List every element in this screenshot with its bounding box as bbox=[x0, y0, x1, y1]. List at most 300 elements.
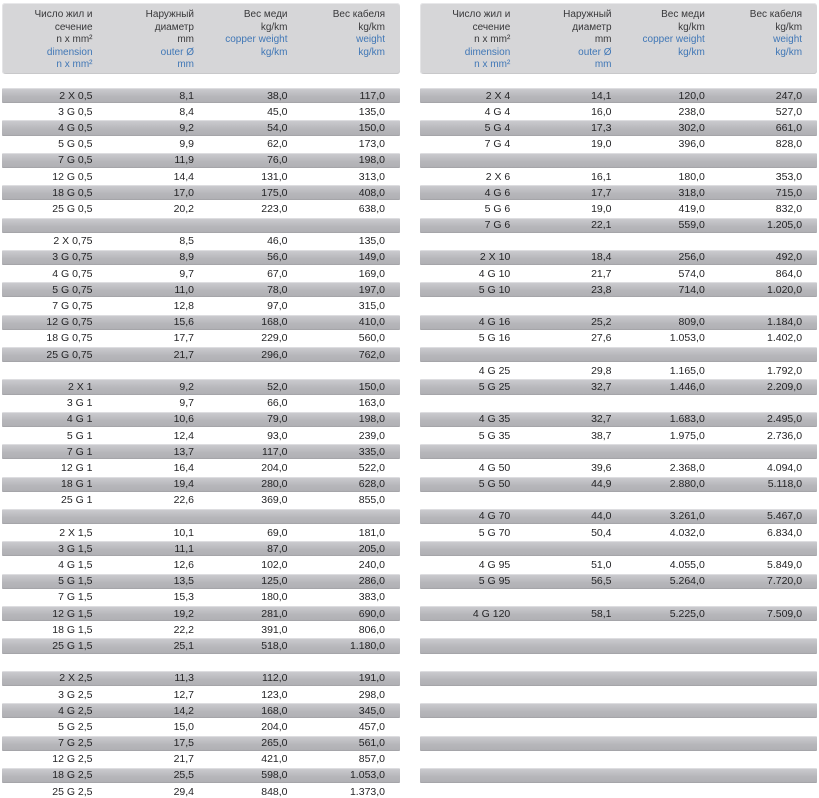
dimension-cell: 2 X 0,5 bbox=[59, 89, 93, 102]
outer-diameter-cell: 25,2 bbox=[591, 316, 612, 329]
outer-diameter-cell: 21,7 bbox=[591, 267, 612, 280]
cable-weight-cell: 1.020,0 bbox=[767, 283, 803, 296]
outer-diameter-cell: 17,5 bbox=[173, 737, 194, 750]
dimension-cell: 5 G 16 bbox=[478, 332, 511, 345]
table-row bbox=[420, 606, 817, 621]
copper-weight-cell: 2.368,0 bbox=[669, 461, 705, 474]
dimension-cell: 3 G 2,5 bbox=[58, 688, 93, 701]
cable-weight-cell: 527,0 bbox=[775, 105, 803, 118]
cable-weight-cell: 855,0 bbox=[358, 494, 386, 507]
table-row bbox=[420, 379, 817, 394]
outer-diameter-cell: 19,4 bbox=[173, 478, 194, 491]
header-line-ru: mm bbox=[594, 34, 612, 46]
copper-weight-cell: 180,0 bbox=[261, 591, 288, 604]
separator-row bbox=[420, 753, 817, 766]
dimension-cell: 12 G 0,5 bbox=[52, 170, 93, 183]
copper-weight-cell: 56,0 bbox=[267, 251, 288, 264]
header-line-ru: сечение bbox=[54, 21, 93, 33]
dimension-cell: 2 X 1 bbox=[67, 380, 93, 393]
outer-diameter-cell: 19,0 bbox=[591, 202, 612, 215]
table-row bbox=[420, 185, 817, 200]
cable-weight-cell: 135,0 bbox=[358, 105, 386, 118]
cable-weight-cell: 2.209,0 bbox=[767, 380, 803, 393]
dimension-cell: 3 G 0,5 bbox=[58, 105, 93, 118]
header-col-outer-diameter bbox=[96, 9, 197, 72]
copper-weight-cell: 112,0 bbox=[262, 672, 288, 685]
dimension-cell: 4 G 50 bbox=[478, 461, 511, 474]
header-line-ru: n x mm² bbox=[56, 34, 93, 46]
outer-diameter-cell: 8,4 bbox=[179, 105, 194, 118]
cable-weight-cell: 6.834,0 bbox=[767, 526, 803, 539]
outer-diameter-cell: 14,4 bbox=[173, 170, 194, 183]
copper-weight-cell: 1.975,0 bbox=[669, 429, 705, 442]
header-line-ru: диаметр bbox=[572, 21, 612, 33]
copper-weight-cell: 123,0 bbox=[261, 688, 288, 701]
header-line-en: copper weight bbox=[642, 34, 705, 46]
copper-weight-cell: 67,0 bbox=[267, 267, 288, 280]
copper-weight-cell: 848,0 bbox=[261, 785, 288, 798]
separator-row bbox=[2, 656, 400, 669]
header-col-outer-diameter bbox=[513, 9, 614, 72]
table-row bbox=[420, 526, 817, 539]
outer-diameter-cell: 9,2 bbox=[179, 121, 194, 134]
table-row bbox=[420, 461, 817, 474]
cable-weight-cell: 2.736,0 bbox=[767, 429, 803, 442]
cable-weight-cell: 628,0 bbox=[358, 478, 386, 491]
dimension-cell: 25 G 1,5 bbox=[52, 639, 93, 652]
cable-weight-cell: 135,0 bbox=[358, 235, 386, 248]
cable-weight-cell: 1.402,0 bbox=[767, 332, 803, 345]
header-line-ru: Вес меди bbox=[243, 9, 288, 20]
separator-row bbox=[420, 541, 817, 556]
outer-diameter-cell: 9,9 bbox=[179, 138, 194, 151]
table-row bbox=[420, 218, 817, 233]
copper-weight-cell: 574,0 bbox=[678, 267, 705, 280]
copper-weight-cell: 2.880,0 bbox=[669, 478, 705, 491]
copper-weight-cell: 369,0 bbox=[261, 494, 288, 507]
copper-weight-cell: 559,0 bbox=[678, 219, 705, 232]
copper-weight-cell: 97,0 bbox=[267, 300, 288, 313]
table-row bbox=[2, 591, 400, 604]
outer-diameter-cell: 9,7 bbox=[179, 267, 194, 280]
table-row bbox=[420, 120, 817, 135]
outer-diameter-cell: 15,6 bbox=[173, 316, 194, 329]
header-line-ru: Число жил и bbox=[452, 9, 511, 20]
separator-row bbox=[2, 364, 400, 377]
cable-weight-cell: 240,0 bbox=[358, 559, 386, 572]
outer-diameter-cell: 9,7 bbox=[179, 397, 194, 410]
outer-diameter-cell: 16,0 bbox=[591, 105, 612, 118]
header-line-en: copper weight bbox=[225, 34, 288, 46]
header-line-ru: kg/km bbox=[260, 21, 288, 33]
header-col-dimension bbox=[420, 9, 513, 72]
cable-weight-cell: 762,0 bbox=[358, 348, 386, 361]
header-line-en: n x mm² bbox=[56, 59, 93, 71]
cable-weight-cell: 239,0 bbox=[358, 429, 386, 442]
table-row bbox=[420, 509, 817, 524]
table-row bbox=[420, 282, 817, 297]
copper-weight-cell: 45,0 bbox=[267, 105, 288, 118]
cable-weight-cell: 313,0 bbox=[358, 170, 386, 183]
separator-row bbox=[420, 688, 817, 701]
dimension-cell: 4 G 35 bbox=[478, 413, 511, 426]
dimension-cell: 3 G 1,5 bbox=[58, 542, 93, 555]
header-col-copper-weight bbox=[197, 9, 291, 59]
header-col-dimension bbox=[2, 9, 96, 72]
cable-weight-cell: 864,0 bbox=[775, 267, 803, 280]
copper-weight-cell: 318,0 bbox=[678, 186, 705, 199]
table-row bbox=[2, 379, 400, 394]
copper-weight-cell: 131,0 bbox=[261, 170, 288, 183]
table-row bbox=[420, 88, 817, 103]
table-row bbox=[2, 412, 400, 427]
table-row bbox=[420, 267, 817, 280]
header-line-ru: Наружный bbox=[145, 9, 194, 20]
header-col-copper-weight bbox=[615, 9, 708, 59]
table-row bbox=[420, 477, 817, 492]
copper-weight-cell: 62,0 bbox=[267, 138, 288, 151]
dimension-cell: 5 G 35 bbox=[478, 429, 511, 442]
outer-diameter-cell: 12,8 bbox=[173, 300, 194, 313]
table-row bbox=[2, 170, 400, 183]
header-line-ru: Вес меди bbox=[661, 9, 705, 20]
outer-diameter-cell: 16,1 bbox=[591, 170, 612, 183]
copper-weight-cell: 1.683,0 bbox=[669, 413, 705, 426]
outer-diameter-cell: 11,0 bbox=[174, 283, 194, 296]
dimension-cell: 25 G 0,5 bbox=[52, 202, 93, 215]
cable-weight-cell: 117,0 bbox=[359, 89, 386, 102]
cable-weight-cell: 198,0 bbox=[358, 413, 386, 426]
cable-weight-cell: 247,0 bbox=[775, 89, 803, 102]
table-row bbox=[2, 235, 400, 248]
dimension-cell: 7 G 0,5 bbox=[58, 154, 93, 167]
outer-diameter-cell: 13,5 bbox=[173, 575, 194, 588]
table-row bbox=[2, 105, 400, 118]
outer-diameter-cell: 8,5 bbox=[179, 235, 194, 248]
cable-weight-cell: 163,0 bbox=[358, 397, 386, 410]
header-col-cable-weight bbox=[708, 9, 805, 59]
separator-row bbox=[420, 494, 817, 507]
copper-weight-cell: 1.446,0 bbox=[669, 380, 705, 393]
header-line-ru: Число жил и bbox=[34, 9, 93, 20]
cable-weight-cell: 1.180,0 bbox=[349, 639, 386, 652]
dimension-cell: 5 G 50 bbox=[478, 478, 511, 491]
copper-weight-cell: 38,0 bbox=[267, 89, 288, 102]
outer-diameter-cell: 16,4 bbox=[173, 461, 194, 474]
separator-row bbox=[420, 656, 817, 669]
dimension-cell: 12 G 1,5 bbox=[52, 607, 93, 620]
dimension-cell: 4 G 0,5 bbox=[58, 121, 93, 134]
cable-weight-cell: 7.509,0 bbox=[767, 607, 803, 620]
cable-weight-cell: 149,0 bbox=[358, 251, 386, 264]
copper-weight-cell: 265,0 bbox=[261, 737, 288, 750]
table-row bbox=[2, 671, 400, 686]
outer-diameter-cell: 10,6 bbox=[173, 413, 194, 426]
table-row bbox=[2, 444, 400, 459]
cable-weight-cell: 457,0 bbox=[358, 720, 386, 733]
header-line-en: dimension bbox=[46, 46, 93, 58]
dimension-cell: 4 G 4 bbox=[484, 105, 511, 118]
header-line-en: kg/km bbox=[775, 46, 803, 58]
copper-weight-cell: 302,0 bbox=[678, 121, 705, 134]
dimension-cell: 18 G 0,5 bbox=[52, 186, 93, 199]
outer-diameter-cell: 25,5 bbox=[173, 769, 194, 782]
dimension-cell: 5 G 2,5 bbox=[58, 720, 93, 733]
copper-weight-cell: 125,0 bbox=[261, 575, 288, 588]
copper-weight-cell: 396,0 bbox=[678, 138, 705, 151]
cable-weight-cell: 169,0 bbox=[358, 267, 386, 280]
separator-row bbox=[420, 785, 817, 798]
header-line-ru: Вес кабеля bbox=[332, 9, 386, 20]
copper-weight-cell: 175,0 bbox=[261, 186, 288, 199]
cable-weight-cell: 522,0 bbox=[358, 461, 386, 474]
table-row bbox=[420, 315, 817, 330]
cable-weight-cell: 345,0 bbox=[358, 704, 386, 717]
table-row bbox=[420, 138, 817, 151]
cable-weight-cell: 828,0 bbox=[775, 138, 803, 151]
dimension-cell: 4 G 95 bbox=[478, 559, 511, 572]
copper-weight-cell: 204,0 bbox=[261, 720, 288, 733]
cable-weight-cell: 7.720,0 bbox=[767, 575, 803, 588]
cable-weight-cell: 335,0 bbox=[358, 445, 386, 458]
cable-weight-cell: 150,0 bbox=[358, 380, 386, 393]
outer-diameter-cell: 9,2 bbox=[179, 380, 194, 393]
table-row bbox=[2, 606, 400, 621]
table-body-right bbox=[420, 88, 817, 798]
table-row bbox=[2, 688, 400, 701]
dimension-cell: 2 X 10 bbox=[479, 251, 511, 264]
table-row bbox=[2, 736, 400, 751]
outer-diameter-cell: 11,9 bbox=[174, 154, 194, 167]
outer-diameter-cell: 58,1 bbox=[591, 607, 612, 620]
copper-weight-cell: 809,0 bbox=[678, 316, 705, 329]
cable-weight-cell: 198,0 bbox=[358, 154, 386, 167]
dimension-cell: 7 G 1 bbox=[66, 445, 93, 458]
cable-weight-cell: 173,0 bbox=[358, 138, 386, 151]
outer-diameter-cell: 21,7 bbox=[173, 753, 194, 766]
copper-weight-cell: 168,0 bbox=[261, 316, 288, 329]
outer-diameter-cell: 17,7 bbox=[173, 332, 194, 345]
outer-diameter-cell: 17,3 bbox=[591, 121, 612, 134]
header-col-cable-weight bbox=[291, 9, 389, 59]
dimension-cell: 25 G 0,75 bbox=[46, 348, 93, 361]
copper-weight-cell: 391,0 bbox=[261, 623, 288, 636]
header-line-en: weight bbox=[356, 34, 386, 46]
header-line-ru: kg/km bbox=[358, 21, 386, 33]
copper-weight-cell: 5.264,0 bbox=[669, 575, 705, 588]
separator-row bbox=[420, 703, 817, 718]
dimension-cell: 5 G 1,5 bbox=[58, 575, 93, 588]
copper-weight-cell: 256,0 bbox=[678, 251, 705, 264]
header-line-ru: Вес кабеля bbox=[749, 9, 803, 20]
dimension-cell: 4 G 2,5 bbox=[58, 704, 93, 717]
outer-diameter-cell: 44,9 bbox=[591, 478, 612, 491]
header-line-en: kg/km bbox=[260, 46, 288, 58]
table-row bbox=[2, 267, 400, 280]
dimension-cell: 7 G 4 bbox=[484, 138, 511, 151]
outer-diameter-cell: 10,1 bbox=[173, 526, 194, 539]
table-row bbox=[420, 558, 817, 571]
header-line-ru: Наружный bbox=[563, 9, 612, 20]
cable-weight-cell: 5.118,0 bbox=[767, 478, 803, 491]
outer-diameter-cell: 32,7 bbox=[591, 413, 612, 426]
dimension-cell: 2 X 1,5 bbox=[59, 526, 93, 539]
dimension-cell: 25 G 2,5 bbox=[52, 785, 93, 798]
separator-row bbox=[420, 235, 817, 248]
outer-diameter-cell: 17,0 bbox=[173, 186, 194, 199]
cable-weight-cell: 561,0 bbox=[358, 737, 386, 750]
copper-weight-cell: 79,0 bbox=[267, 413, 288, 426]
table-row bbox=[2, 461, 400, 474]
cable-weight-cell: 661,0 bbox=[775, 121, 803, 134]
dimension-cell: 18 G 2,5 bbox=[52, 769, 93, 782]
copper-weight-cell: 102,0 bbox=[261, 559, 288, 572]
table-row bbox=[2, 541, 400, 556]
table-row bbox=[2, 638, 400, 653]
header-line-ru: диаметр bbox=[154, 21, 194, 33]
outer-diameter-cell: 27,6 bbox=[591, 332, 612, 345]
cable-weight-cell: 560,0 bbox=[358, 332, 386, 345]
outer-diameter-cell: 17,7 bbox=[591, 186, 612, 199]
separator-row bbox=[420, 638, 817, 653]
separator-row bbox=[420, 153, 817, 168]
cable-weight-cell: 5.849,0 bbox=[767, 559, 803, 572]
copper-weight-cell: 93,0 bbox=[267, 429, 288, 442]
table-row bbox=[2, 768, 400, 783]
copper-weight-cell: 5.225,0 bbox=[669, 607, 705, 620]
outer-diameter-cell: 20,2 bbox=[173, 202, 194, 215]
copper-weight-cell: 54,0 bbox=[267, 121, 288, 134]
table-row bbox=[2, 429, 400, 442]
cable-weight-cell: 690,0 bbox=[358, 607, 386, 620]
dimension-cell: 7 G 6 bbox=[484, 219, 511, 232]
copper-weight-cell: 419,0 bbox=[678, 202, 705, 215]
table-header-right bbox=[420, 3, 817, 74]
copper-weight-cell: 69,0 bbox=[267, 526, 288, 539]
cable-weight-cell: 191,0 bbox=[358, 672, 386, 685]
cable-weight-cell: 1.184,0 bbox=[767, 316, 803, 329]
table-row bbox=[2, 250, 400, 265]
dimension-cell: 12 G 2,5 bbox=[52, 753, 93, 766]
dimension-cell: 5 G 0,75 bbox=[52, 283, 93, 296]
copper-weight-cell: 168,0 bbox=[261, 704, 288, 717]
outer-diameter-cell: 15,3 bbox=[173, 591, 194, 604]
table-row bbox=[2, 282, 400, 297]
table-row bbox=[2, 347, 400, 362]
outer-diameter-cell: 39,6 bbox=[591, 461, 612, 474]
dimension-cell: 7 G 1,5 bbox=[58, 591, 93, 604]
cable-weight-cell: 353,0 bbox=[775, 170, 803, 183]
outer-diameter-cell: 12,7 bbox=[173, 688, 194, 701]
header-line-en: kg/km bbox=[678, 46, 705, 58]
copper-weight-cell: 1.053,0 bbox=[669, 332, 705, 345]
separator-row bbox=[420, 591, 817, 604]
outer-diameter-cell: 56,5 bbox=[591, 575, 612, 588]
copper-weight-cell: 4.032,0 bbox=[669, 526, 705, 539]
cable-weight-cell: 298,0 bbox=[358, 688, 386, 701]
table-row bbox=[2, 185, 400, 200]
outer-diameter-cell: 50,4 bbox=[591, 526, 612, 539]
table-row bbox=[2, 88, 400, 103]
table-row bbox=[2, 397, 400, 410]
cable-weight-cell: 832,0 bbox=[775, 202, 803, 215]
separator-row bbox=[420, 720, 817, 733]
table-row bbox=[2, 558, 400, 571]
outer-diameter-cell: 23,8 bbox=[591, 283, 612, 296]
cable-weight-cell: 383,0 bbox=[358, 591, 386, 604]
header-line-ru: kg/km bbox=[678, 21, 705, 33]
cable-weight-cell: 2.495,0 bbox=[767, 413, 803, 426]
cable-table-right bbox=[420, 3, 817, 798]
dimension-cell: 2 X 4 bbox=[485, 89, 511, 102]
separator-row bbox=[420, 736, 817, 751]
table-row bbox=[2, 153, 400, 168]
table-row bbox=[2, 753, 400, 766]
dimension-cell: 3 G 0,75 bbox=[52, 251, 93, 264]
outer-diameter-cell: 21,7 bbox=[173, 348, 194, 361]
dimension-cell: 3 G 1 bbox=[66, 397, 93, 410]
table-row bbox=[2, 299, 400, 312]
dimension-cell: 5 G 25 bbox=[478, 380, 511, 393]
table-row bbox=[420, 574, 817, 589]
header-line-en: kg/km bbox=[358, 46, 386, 58]
outer-diameter-cell: 25,1 bbox=[173, 639, 194, 652]
outer-diameter-cell: 12,4 bbox=[173, 429, 194, 442]
cable-weight-cell: 1.792,0 bbox=[767, 364, 803, 377]
dimension-cell: 18 G 1,5 bbox=[52, 623, 93, 636]
copper-weight-cell: 1.165,0 bbox=[669, 364, 705, 377]
copper-weight-cell: 238,0 bbox=[678, 105, 705, 118]
outer-diameter-cell: 12,6 bbox=[173, 559, 194, 572]
copper-weight-cell: 87,0 bbox=[267, 542, 288, 555]
dimension-cell: 25 G 1 bbox=[60, 494, 93, 507]
separator-row bbox=[420, 768, 817, 783]
table-row bbox=[2, 574, 400, 589]
dimension-cell: 7 G 2,5 bbox=[58, 737, 93, 750]
header-line-en: mm bbox=[177, 59, 194, 71]
outer-diameter-cell: 8,1 bbox=[179, 89, 194, 102]
table-row bbox=[420, 202, 817, 215]
dimension-cell: 5 G 6 bbox=[484, 202, 511, 215]
table-row bbox=[2, 720, 400, 733]
table-row bbox=[2, 623, 400, 636]
copper-weight-cell: 296,0 bbox=[261, 348, 288, 361]
separator-row bbox=[420, 397, 817, 410]
cable-weight-cell: 205,0 bbox=[358, 542, 386, 555]
cable-weight-cell: 1.205,0 bbox=[767, 219, 803, 232]
dimension-cell: 5 G 4 bbox=[484, 121, 511, 134]
dimension-cell: 18 G 0,75 bbox=[46, 332, 93, 345]
cable-weight-cell: 410,0 bbox=[358, 316, 386, 329]
copper-weight-cell: 518,0 bbox=[261, 639, 288, 652]
header-line-en: outer Ø bbox=[578, 46, 612, 58]
header-line-en: weight bbox=[773, 34, 803, 46]
table-row bbox=[420, 364, 817, 377]
copper-weight-cell: 3.261,0 bbox=[669, 510, 705, 523]
cable-weight-cell: 5.467,0 bbox=[767, 510, 803, 523]
dimension-cell: 4 G 25 bbox=[478, 364, 511, 377]
dimension-cell: 18 G 1 bbox=[60, 478, 93, 491]
cable-weight-cell: 315,0 bbox=[358, 300, 386, 313]
outer-diameter-cell: 19,0 bbox=[591, 138, 612, 151]
cable-weight-cell: 1.053,0 bbox=[349, 769, 386, 782]
separator-row bbox=[420, 623, 817, 636]
dimension-cell: 5 G 10 bbox=[478, 283, 511, 296]
outer-diameter-cell: 19,2 bbox=[173, 607, 194, 620]
copper-weight-cell: 281,0 bbox=[261, 607, 288, 620]
outer-diameter-cell: 11,3 bbox=[174, 672, 194, 685]
cable-weight-cell: 4.094,0 bbox=[767, 461, 803, 474]
